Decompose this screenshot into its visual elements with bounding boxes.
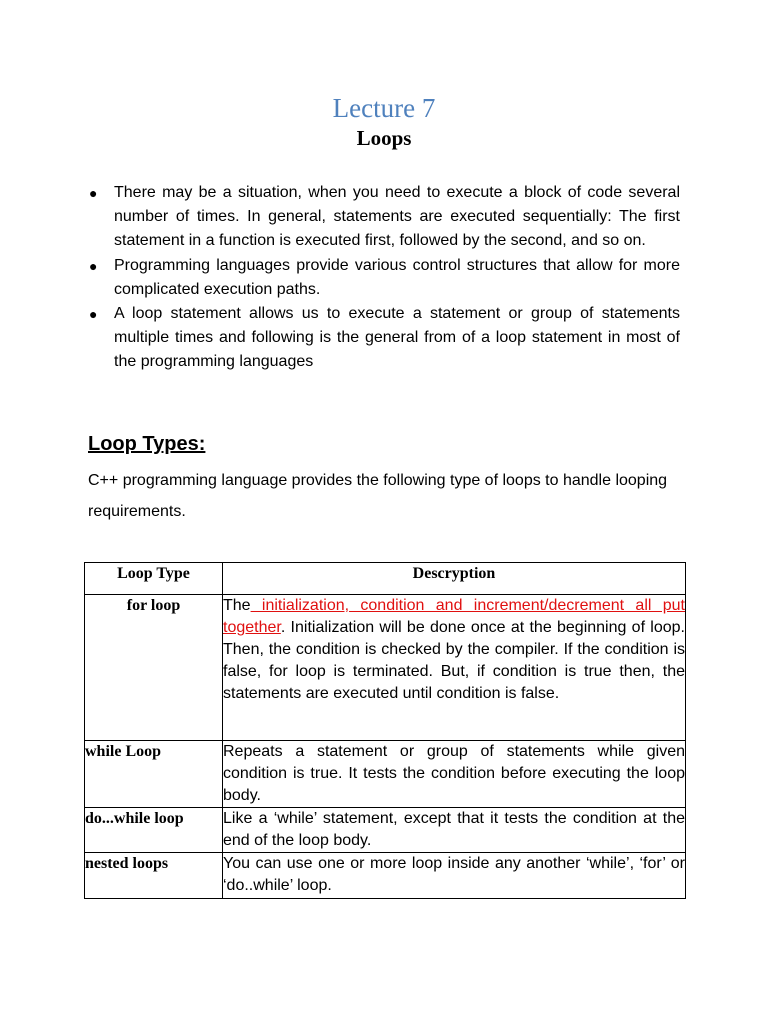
loop-description-cell — [223, 595, 686, 741]
loop-type-cell: for loop — [85, 595, 223, 741]
bullet-item — [88, 181, 680, 254]
loop-types-heading: Loop Types: — [88, 433, 206, 455]
bullet-text: A loop statement allows us to execute a statement or group of statements multiple times and following is the general from of a loop statement in most of the programming languages — [114, 305, 680, 371]
table-row — [85, 853, 686, 899]
table-header-row — [85, 563, 686, 595]
table-row — [85, 808, 686, 853]
loop-types-table — [84, 562, 686, 899]
bullet-icon: ● — [89, 185, 98, 201]
column-header-description: Descryption — [223, 563, 686, 595]
loop-type-cell: while Loop — [85, 741, 223, 808]
description-prefix: The — [223, 597, 251, 614]
lecture-title: Lecture 7 — [332, 93, 436, 123]
loop-description-cell: Like a ‘while’ statement, except that it tests the condition at the end of the loop body. — [223, 808, 686, 853]
loop-description-cell: You can use one or more loop inside any another ‘while’, ‘for’ or ‘do..while’ loop. — [223, 853, 686, 899]
bullet-text: There may be a situation, when you need to execute a block of code several number of times. In general, statements are executed sequentially: The first statement in a function is executed first, followed by the second, and so on. — [114, 184, 680, 250]
bullet-icon: ● — [89, 257, 98, 274]
loop-type-cell: do...while loop — [85, 808, 223, 853]
table-row — [85, 741, 686, 808]
column-header-type: Loop Type — [85, 563, 223, 595]
bullet-text: Programming languages provide various control structures that allow for more complicated execution paths. — [114, 256, 680, 298]
bullet-item — [88, 302, 680, 375]
loop-types-intro: C++ programming language provides the following type of loops to handle looping requirements. — [88, 472, 668, 520]
description-rest: . Initialization will be done once at the beginning of loop. Then, the condition is checked by the compiler. If the condition is false, for loop is terminated. But, if condition is true then, the statements are executed until condition is false. — [223, 619, 685, 702]
description-highlight: initialization, condition and increment/decrement all put together — [223, 597, 685, 636]
bullet-icon: ● — [89, 306, 98, 323]
topic-title: Loops — [356, 126, 412, 150]
table-row — [85, 595, 686, 741]
intro-bullet-list — [88, 181, 680, 375]
loop-type-cell: nested loops — [85, 853, 223, 899]
loop-description-cell: Repeats a statement or group of statements while given condition is true. It tests the condition before executing the loop body. — [223, 741, 686, 808]
bullet-item — [88, 254, 680, 302]
